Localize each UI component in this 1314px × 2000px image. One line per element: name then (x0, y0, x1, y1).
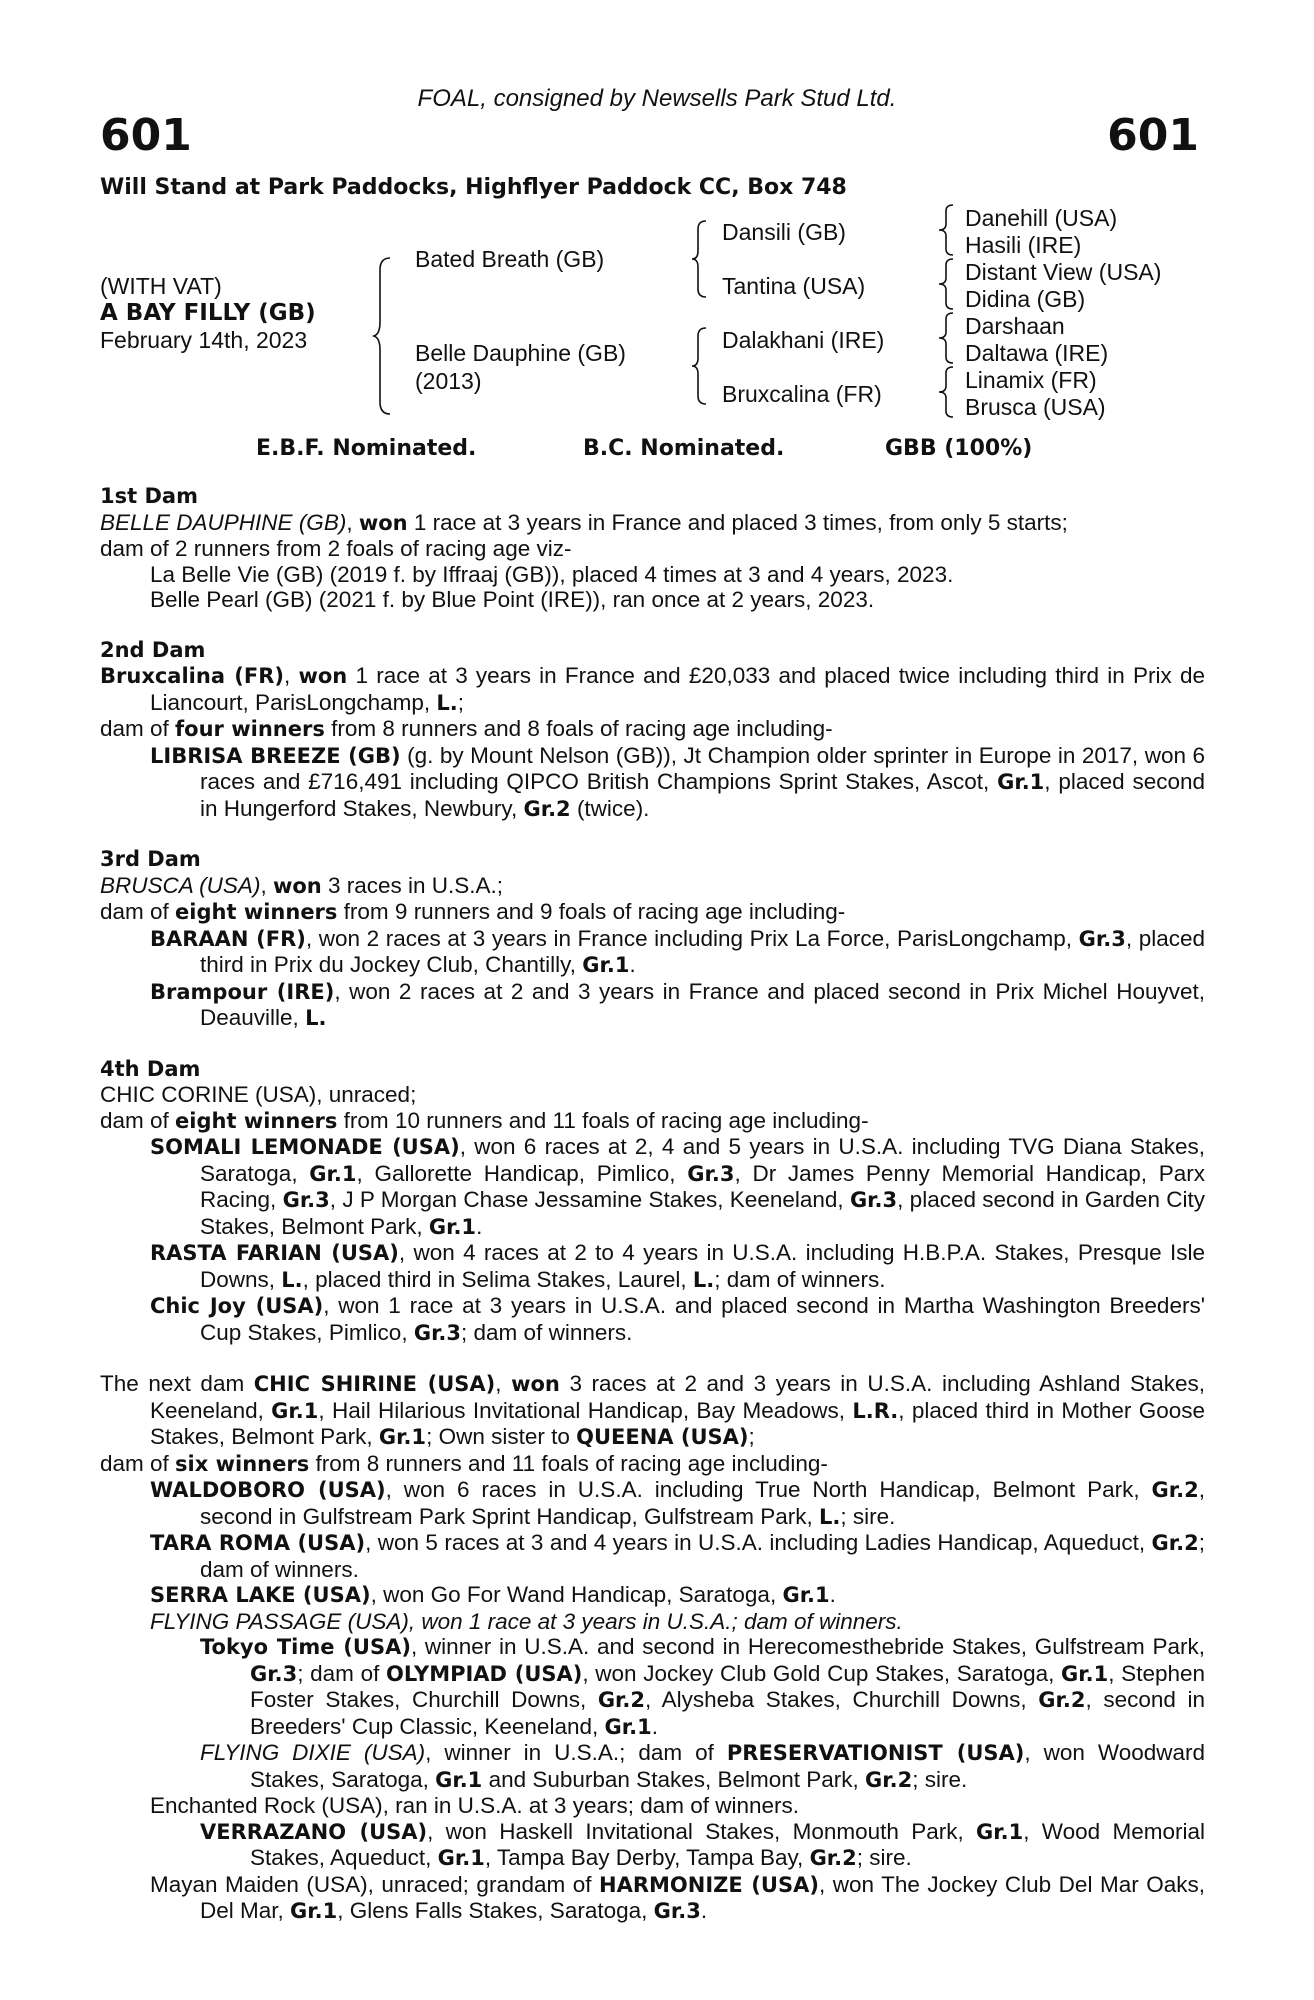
offspring-entry: VERRAZANO (USA), won Haskell Invitational Stakes, Monmouth Park, Gr.1, Wood Memorial Stakes, Aqueduct, Gr.1, Tampa Bay Derby, Tampa Bay, Gr.2; sire. (200, 1818, 1205, 1870)
family-details (100, 484, 1205, 1925)
offspring-entry: TARA ROMA (USA), won 5 races at 3 and 4 years in U.S.A. including Ladies Handicap, Aqueduct, Gr.2; dam of winners. (150, 1530, 1205, 1582)
offspring-entry: Brampour (IRE), won 2 races at 2 and 3 years in France and placed second in Prix Michel Houyvet, Deauville, L. (150, 978, 1205, 1030)
offspring-entry: SERRA LAKE (USA), won Go For Wand Handicap, Saratoga, Gr.1. (150, 1582, 836, 1607)
pedigree-brace-ds (937, 311, 957, 365)
second-dam-record: Bruxcalina (FR), won 1 race at 3 years in France and £20,033 and placed twice including third in Prix de Liancourt, ParisLongchamp, L.; (100, 663, 1205, 715)
ancestor-dsd: Daltawa (IRE) (965, 340, 1109, 366)
consignor-line: FOAL, consigned by Newsells Park Stud Ltd. (417, 85, 897, 112)
third-dam-heading: 3rd Dam (100, 847, 201, 871)
foaling-date: February 14th, 2023 (100, 327, 308, 353)
pedigree-brace-dd (937, 365, 957, 419)
lot-number-right: 601 (1107, 110, 1199, 161)
ancestor-sds: Distant View (USA) (965, 259, 1162, 285)
next-dam-record: The next dam CHIC SHIRINE (USA), won 3 races at 2 and 3 years in U.S.A. including Ashland Stakes, Keeneland, Gr.1, Hail Hilarious Invitational Handicap, Bay Meadows, L.R., placed third in Mother Goose Stakes, Belmont Park, Gr.1; Own sister to QUEENA (USA); (100, 1371, 1205, 1449)
dam-of-dam: Bruxcalina (FR) (722, 381, 882, 407)
offspring-entry: BARAAN (FR), won 2 races at 3 years in France including Prix La Force, ParisLongchamp, Gr.3, placed third in Prix du Jockey Club, Chantilly, Gr.1. (150, 925, 1205, 977)
second-dam-heading: 2nd Dam (100, 637, 206, 662)
ancestor-dss: Darshaan (965, 313, 1065, 339)
offspring-entry: WALDOBORO (USA), won 6 races in U.S.A. including True North Handicap, Belmont Park, Gr.2, second in Gulfstream Park Sprint Handicap, Gulfstream Park, L.; sire. (150, 1477, 1205, 1529)
offspring-entry: SOMALI LEMONADE (USA), won 6 races at 2, 4 and 5 years in U.S.A. including TVG Diana Stakes, Saratoga, Gr.1, Gallorette Handicap, Pimlico, Gr.3, Dr James Penny Memorial Handicap, Parx Racing, Gr.3, J P Morgan Chase Jessamine Stakes, Keeneland, Gr.3, placed second in Garden City Stakes, Belmont Park, Gr.1. (150, 1134, 1205, 1239)
third-dam-record: BRUSCA (USA), won 3 races in U.S.A.; (100, 872, 504, 898)
offspring-entry: FLYING DIXIE (USA), winner in U.S.A.; dam of PRESERVATIONIST (USA), won Woodward Stakes, Saratoga, Gr.1 and Suburban Stakes, Belmont Park, Gr.2; sire. (200, 1740, 1206, 1792)
vat-note: (WITH VAT) (100, 273, 222, 299)
first-dam-produce: dam of 2 runners from 2 foals of racing age viz- (100, 536, 572, 561)
ancestor-ssd: Hasili (IRE) (965, 232, 1082, 258)
dam-name: BELLE DAUPHINE (GB) (100, 509, 347, 535)
ancestor-sss: Danehill (USA) (965, 205, 1118, 231)
dam-year: (2013) (415, 368, 482, 394)
sire: Bated Breath (GB) (415, 246, 605, 272)
sire-of-sire: Dansili (GB) (722, 219, 846, 245)
dam: Belle Dauphine (GB) (415, 340, 626, 366)
sire-of-dam: Dalakhani (IRE) (722, 327, 885, 353)
ancestor-dds: Linamix (FR) (965, 367, 1097, 393)
pedigree-brace-dam (690, 326, 710, 406)
offspring-entry: Mayan Maiden (USA), unraced; grandam of HARMONIZE (USA), won The Jockey Club Del Mar Oaks, Del Mar, Gr.1, Glens Falls Stakes, Saratoga, Gr.3. (150, 1871, 1205, 1923)
stand-location: Will Stand at Park Paddocks, Highflyer Paddock CC, Box 748 (100, 175, 847, 200)
ebf-nomination: E.B.F. Nominated. (256, 436, 477, 461)
offspring-entry: FLYING PASSAGE (USA), won 1 race at 3 years in U.S.A.; dam of winners. (150, 1608, 903, 1634)
gbb-status: GBB (100%) (885, 436, 1033, 461)
fourth-dam-produce: dam of eight winners from 10 runners and 11 foals of racing age including- (100, 1107, 869, 1133)
lot-number-left: 601 (100, 110, 192, 161)
dam-of-sire: Tantina (USA) (722, 273, 866, 299)
offspring-entry: Chic Joy (USA), won 1 race at 3 years in U.S.A. and placed second in Martha Washington Breeders' Cup Stakes, Pimlico, Gr.3; dam of winners. (150, 1293, 1205, 1345)
first-dam-record: BELLE DAUPHINE (GB), won 1 race at 3 years in France and placed 3 times, from only 5 starts; (100, 509, 1068, 535)
third-dam-produce: dam of eight winners from 9 runners and 9 foals of racing age including- (100, 899, 846, 924)
offspring-entry: LIBRISA BREEZE (GB) (g. by Mount Nelson (GB)), Jt Champion older sprinter in Europe in 2017, won 6 races and £716,491 including QIPCO British Champions Sprint Stakes, Ascot, Gr.1, placed second in Hungerford Stakes, Newbury, Gr.2 (twice). (150, 742, 1206, 821)
ancestor-ddd: Brusca (USA) (965, 394, 1106, 420)
pedigree-brace-sire (690, 219, 710, 299)
pedigree-brace-sd (937, 257, 957, 311)
produce-item: Belle Pearl (GB) (2021 f. by Blue Point (IRE)), ran once at 2 years, 2023. (150, 587, 875, 612)
produce-item: La Belle Vie (GB) (2019 f. by Iffraaj (GB)), placed 4 times at 3 and 4 years, 2023. (150, 561, 954, 587)
offspring-entry: Tokyo Time (USA), winner in U.S.A. and second in Herecomesthebride Stakes, Gulfstream Park, Gr.3; dam of OLYMPIAD (USA), won Jockey Club Gold Cup Stakes, Saratoga, Gr.1, Stephen Foster Stakes, Churchill Downs, Gr.2, Alysheba Stakes, Churchill Downs, Gr.2, second in Breeders' Cup Classic, Keeneland, Gr.1. (200, 1634, 1206, 1739)
pedigree-brace-main (372, 256, 396, 416)
offspring-entry: Enchanted Rock (USA), ran in U.S.A. at 3 years; dam of winners. (150, 1793, 800, 1818)
next-dam-produce: dam of six winners from 8 runners and 11 foals of racing age including- (100, 1450, 828, 1476)
first-dam-heading: 1st Dam (100, 484, 198, 508)
offspring-entry: RASTA FARIAN (USA), won 4 races at 2 to 4 years in U.S.A. including H.B.P.A. Stakes, Presque Isle Downs, L., placed third in Selima Stakes, Laurel, L.; dam of winners. (150, 1240, 1205, 1292)
fourth-dam-record: CHIC CORINE (USA), unraced; (100, 1082, 417, 1107)
lot-title: A BAY FILLY (GB) (100, 300, 316, 326)
second-dam-produce: dam of four winners from 8 runners and 8 foals of racing age including- (100, 716, 833, 741)
bc-nomination: B.C. Nominated. (583, 436, 785, 461)
pedigree-brace-ss (937, 203, 957, 257)
ancestor-sdd: Didina (GB) (965, 286, 1086, 312)
fourth-dam-heading: 4th Dam (100, 1056, 201, 1081)
